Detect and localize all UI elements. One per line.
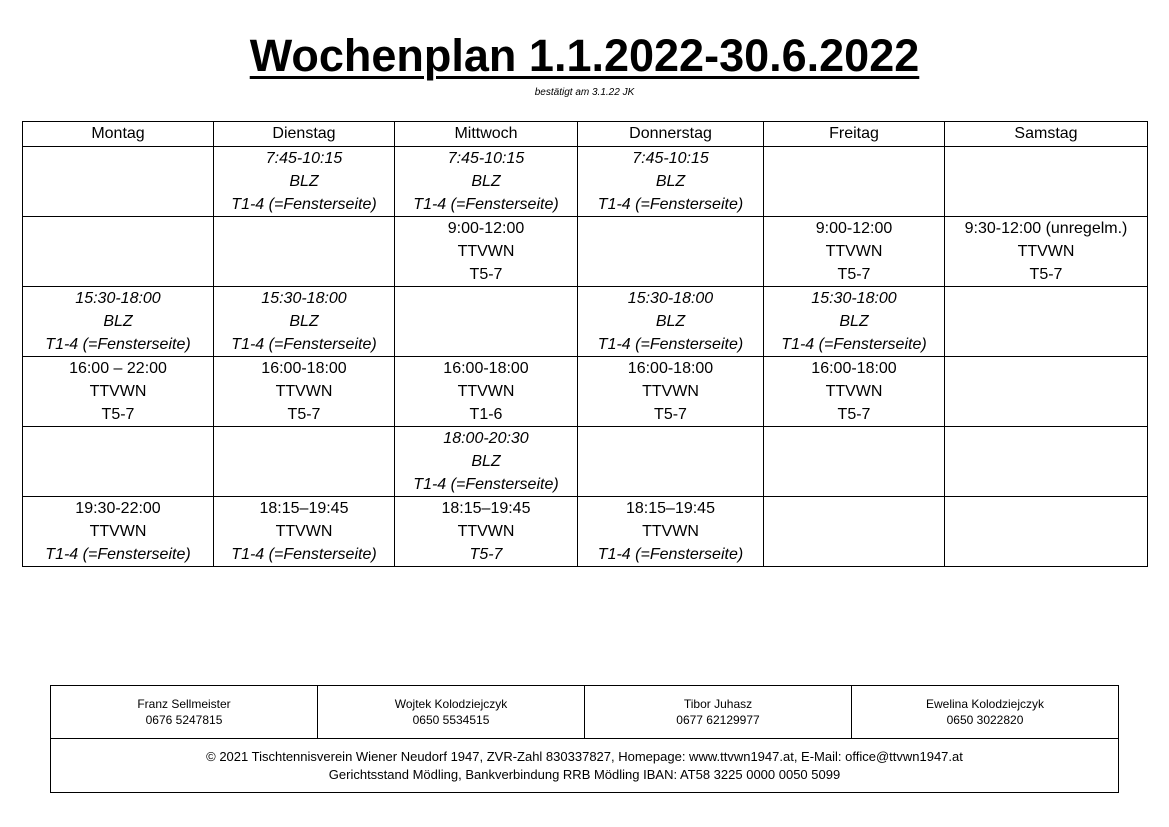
session-tables: T1-4 (=Fensterseite) — [597, 196, 744, 213]
schedule-cell-monday — [23, 497, 214, 567]
schedule-cell-thursday — [578, 357, 764, 427]
schedule-cell-wednesday — [395, 147, 578, 217]
contact-phone: 0676 5247815 — [145, 713, 223, 727]
session-tables: T1-4 (=Fensterseite) — [413, 476, 559, 493]
session-organizer: TTVWN — [89, 523, 147, 540]
schedule-cell-saturday — [945, 357, 1148, 427]
header-tuesday: Dienstag — [214, 122, 395, 147]
header-row — [23, 122, 1148, 147]
schedule-cell-thursday — [578, 427, 764, 497]
session-time: 16:00-18:00 — [627, 360, 714, 377]
session-tables: T5-7 — [1029, 266, 1063, 283]
schedule-row — [23, 217, 1148, 287]
session-time: 18:15–19:45 — [441, 500, 531, 517]
schedule-row — [23, 427, 1148, 497]
header-thursday: Donnerstag — [578, 122, 764, 147]
schedule-cell-thursday — [578, 287, 764, 357]
session-time: 16:00-18:00 — [443, 360, 529, 377]
session-organizer: TTVWN — [457, 383, 515, 400]
session-organizer: BLZ — [839, 313, 869, 330]
schedule-cell-tuesday — [214, 427, 395, 497]
schedule-cell-monday — [23, 217, 214, 287]
session-organizer: BLZ — [289, 173, 319, 190]
weekly-schedule-table — [22, 121, 1148, 567]
contact-cell — [852, 686, 1119, 739]
session-tables: T1-4 (=Fensterseite) — [231, 546, 377, 563]
schedule-cell-saturday — [945, 497, 1148, 567]
session-organizer: TTVWN — [89, 383, 147, 400]
contact-name: Franz Sellmeister — [137, 697, 231, 711]
schedule-cell-thursday — [578, 497, 764, 567]
session-organizer: BLZ — [103, 313, 133, 330]
schedule-cell-tuesday — [214, 217, 395, 287]
session-time: 18:15–19:45 — [259, 500, 349, 517]
session-tables: T5-7 — [654, 406, 687, 423]
session-organizer: BLZ — [289, 313, 319, 330]
session-tables: T1-4 (=Fensterseite) — [45, 546, 191, 563]
session-time: 16:00-18:00 — [811, 360, 897, 377]
session-organizer: BLZ — [655, 173, 686, 190]
page-title: Wochenplan 1.1.2022-30.6.2022 — [249, 30, 920, 81]
session-time: 18:15–19:45 — [626, 500, 715, 517]
session-time: 15:30-18:00 — [261, 290, 347, 307]
schedule-cell-monday — [23, 287, 214, 357]
session-organizer: TTVWN — [275, 523, 333, 540]
session-time: 15:30-18:00 — [75, 290, 161, 307]
schedule-cell-saturday — [945, 427, 1148, 497]
session-time: 16:00-18:00 — [261, 360, 347, 377]
schedule-cell-friday — [764, 287, 945, 357]
contact-phone: 0650 3022820 — [946, 713, 1024, 727]
contact-name: Ewelina Kolodziejczyk — [925, 697, 1045, 711]
schedule-cell-tuesday — [214, 147, 395, 217]
contact-phone: 0650 5534515 — [412, 713, 490, 727]
schedule-cell-friday — [764, 497, 945, 567]
session-organizer: TTVWN — [825, 243, 883, 260]
session-time: 7:45-10:15 — [632, 150, 709, 167]
schedule-cell-monday — [23, 147, 214, 217]
session-tables: T1-4 (=Fensterseite) — [597, 336, 744, 353]
session-time: 9:00-12:00 — [447, 220, 525, 237]
contact-phone: 0677 62129977 — [676, 713, 760, 727]
session-organizer: TTVWN — [642, 383, 699, 400]
session-tables: T5-7 — [101, 406, 135, 423]
club-info-line-1: © 2021 Tischtennisverein Wiener Neudorf 1947, ZVR-Zahl 830337827, Homepage: www.ttvwn1947.at, E-Mail: office@ttvwn1947.at — [206, 748, 963, 764]
session-time: 15:30-18:00 — [627, 290, 714, 307]
schedule-cell-tuesday — [214, 357, 395, 427]
schedule-row — [23, 287, 1148, 357]
contact-cell — [318, 686, 585, 739]
schedule-cell-monday — [23, 357, 214, 427]
schedule-cell-friday — [764, 147, 945, 217]
schedule-cell-tuesday — [214, 497, 395, 567]
schedule-row — [23, 497, 1148, 567]
schedule-cell-saturday — [945, 147, 1148, 217]
schedule-cell-tuesday — [214, 287, 395, 357]
schedule-cell-saturday — [945, 217, 1148, 287]
schedule-cell-thursday — [578, 217, 764, 287]
club-info — [51, 739, 1119, 793]
session-time: 7:45-10:15 — [447, 150, 525, 167]
session-organizer: TTVWN — [457, 243, 515, 260]
session-organizer: BLZ — [655, 313, 686, 330]
schedule-cell-saturday — [945, 287, 1148, 357]
schedule-row — [23, 357, 1148, 427]
session-tables: T5-7 — [837, 266, 871, 283]
session-organizer: BLZ — [471, 173, 501, 190]
schedule-row — [23, 147, 1148, 217]
session-tables: T5-7 — [469, 266, 503, 283]
schedule-cell-wednesday — [395, 287, 578, 357]
confirmation-note: bestätigt am 3.1.22 JK — [534, 87, 635, 98]
session-time: 16:00 – 22:00 — [69, 360, 167, 377]
schedule-cell-thursday — [578, 147, 764, 217]
schedule-cell-wednesday — [395, 217, 578, 287]
session-time: 19:30-22:00 — [75, 500, 161, 517]
contact-cell — [51, 686, 318, 739]
info-row — [51, 739, 1119, 793]
session-tables: T5-7 — [287, 406, 321, 423]
contact-name: Tibor Juhasz — [683, 697, 753, 711]
contact-cell — [585, 686, 852, 739]
schedule-cell-friday — [764, 217, 945, 287]
club-info-line-2: Gerichtsstand Mödling, Bankverbindung RRB Mödling IBAN: AT58 3225 0000 0050 5099 — [328, 766, 841, 782]
session-tables: T5-7 — [837, 406, 871, 423]
session-tables: T1-6 — [469, 406, 503, 423]
session-organizer: TTVWN — [1017, 243, 1075, 260]
session-time: 15:30-18:00 — [811, 290, 897, 307]
session-tables: T1-4 (=Fensterseite) — [413, 196, 559, 213]
schedule-cell-friday — [764, 427, 945, 497]
session-organizer: TTVWN — [275, 383, 333, 400]
session-tables: T1-4 (=Fensterseite) — [45, 336, 191, 353]
contact-name: Wojtek Kolodziejczyk — [394, 697, 508, 711]
session-time: 7:45-10:15 — [265, 150, 343, 167]
session-tables: T1-4 (=Fensterseite) — [781, 336, 927, 353]
schedule-cell-wednesday — [395, 357, 578, 427]
session-tables: T1-4 (=Fensterseite) — [597, 546, 744, 563]
session-time: 18:00-20:30 — [443, 430, 529, 447]
session-tables: T5-7 — [469, 546, 503, 563]
contact-row — [51, 686, 1119, 739]
session-organizer: TTVWN — [825, 383, 883, 400]
contact-footer — [50, 685, 1119, 793]
header-wednesday: Mittwoch — [395, 122, 578, 147]
schedule-cell-wednesday — [395, 497, 578, 567]
schedule-cell-monday — [23, 427, 214, 497]
session-time: 9:30-12:00 (unregelm.) — [964, 220, 1128, 237]
session-tables: T1-4 (=Fensterseite) — [231, 196, 377, 213]
session-organizer: TTVWN — [642, 523, 699, 540]
session-time: 9:00-12:00 — [815, 220, 893, 237]
session-organizer: BLZ — [471, 453, 501, 470]
schedule-cell-wednesday — [395, 427, 578, 497]
header-friday: Freitag — [764, 122, 945, 147]
session-tables: T1-4 (=Fensterseite) — [231, 336, 377, 353]
header-monday: Montag — [23, 122, 214, 147]
session-organizer: TTVWN — [457, 523, 515, 540]
header-saturday: Samstag — [945, 122, 1148, 147]
schedule-cell-friday — [764, 357, 945, 427]
